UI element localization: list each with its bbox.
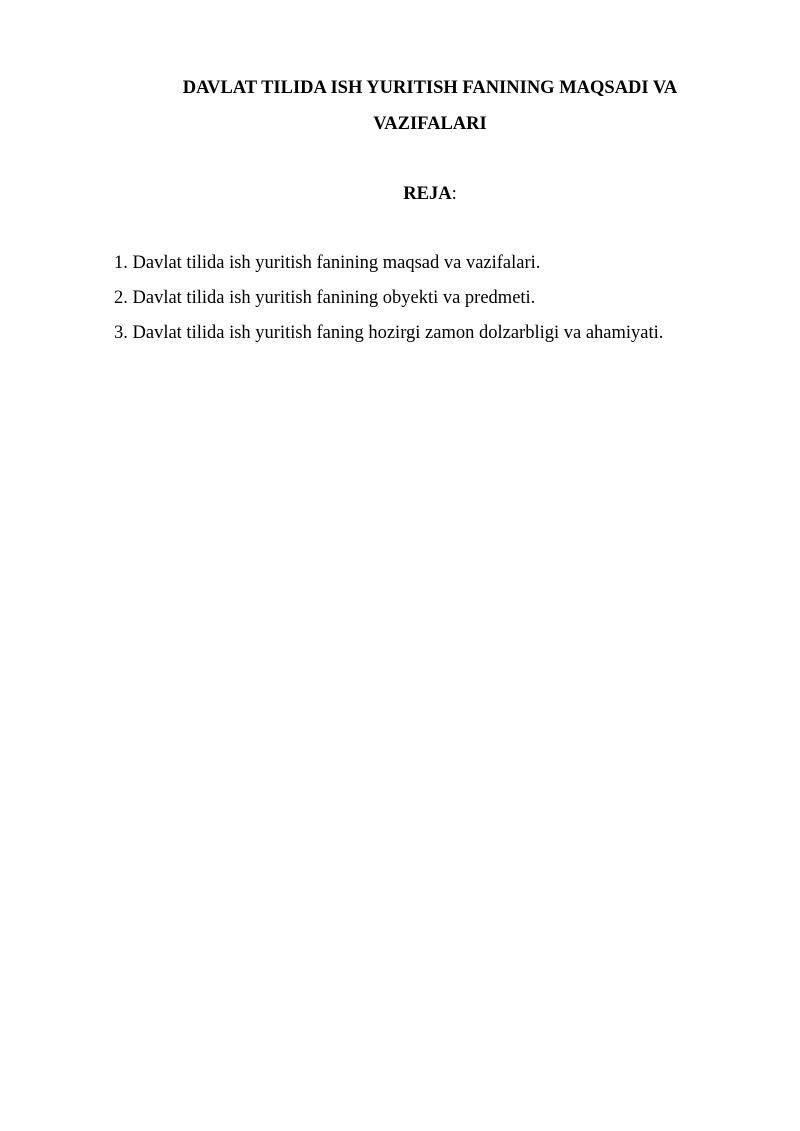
plan-heading <box>110 176 750 212</box>
plan-item: 1. Davlat tilida ish yuritish fanining maqsad va vazifalari. <box>114 253 541 273</box>
title-line-2: VAZIFALARI <box>373 114 487 134</box>
plan-list <box>114 246 663 351</box>
plan-heading-label: REJA <box>403 184 452 204</box>
title-line-1: DAVLAT TILIDA ISH YURITISH FANINING MAQSADI VA <box>182 78 678 98</box>
plan-item: 3. Davlat tilida ish yuritish faning hozirgi zamon dolzarbligi va ahamiyati. <box>114 323 664 343</box>
document-title <box>110 70 750 142</box>
plan-item: 2. Davlat tilida ish yuritish fanining obyekti va predmeti. <box>114 288 536 308</box>
plan-heading-colon: : <box>451 184 457 204</box>
